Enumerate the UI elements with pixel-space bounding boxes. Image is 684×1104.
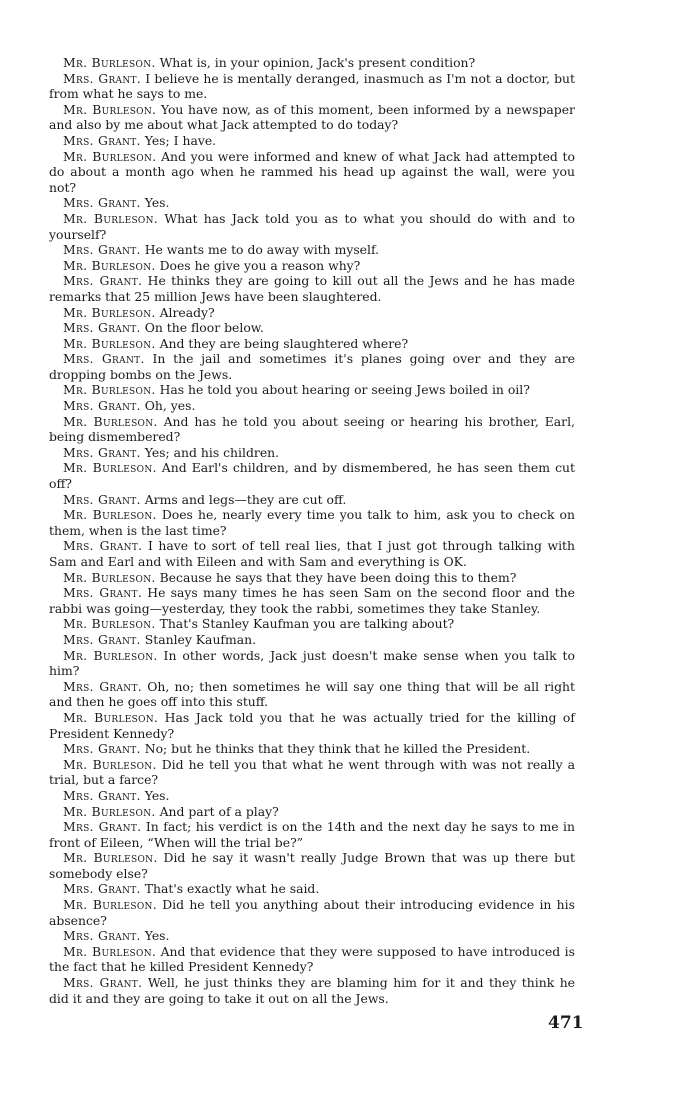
transcript-paragraph [49,507,575,538]
statement-text: Oh, yes. [140,398,196,414]
transcript-paragraph [49,850,575,881]
statement-text: Did he tell you anything about their introducing evidence in his absence? [49,897,575,928]
transcript-paragraph [49,944,575,975]
statement-text: In fact; his verdict is on the 14th and the next day he says to me in front of Eileen, “When will the trial be?” [49,819,575,850]
transcript-body [49,55,575,1006]
transcript-paragraph [49,320,575,336]
transcript-paragraph [49,149,575,196]
statement-text: In the jail and sometimes it's planes going over and they are dropping bombs on the Jews. [49,351,575,382]
transcript-paragraph [49,336,575,352]
transcript-paragraph [49,741,575,757]
transcript-paragraph [49,538,575,569]
speaker-label: Mrs. Grant. [63,242,141,258]
statement-text: I have to sort of tell real lies, that I just got through talking with Sam and Earl and with Eileen and with Sam and everything is OK. [49,538,575,569]
speaker-label: Mrs. Grant. [63,195,141,211]
statement-text: Yes; I have. [140,132,217,148]
speaker-label: Mr. Burleson. [63,943,157,959]
statement-text: And Earl's children, and by dismembered, he has seen them cut off? [49,460,575,492]
transcript-paragraph [49,819,575,850]
transcript-paragraph [49,102,575,133]
statement-text: He thinks they are going to kill out all the Jews and he has made remarks that 25 million Jews have been slaughtered. [49,273,575,304]
transcript-paragraph [49,133,575,149]
statement-text: Has he told you about hearing or seeing Jews boiled in oil? [155,382,530,398]
transcript-paragraph [49,273,575,304]
speaker-label: Mr. Burleson. [63,569,156,585]
transcript-paragraph [49,195,575,211]
transcript-paragraph [49,305,575,321]
statement-text: And has he told you about seeing or hearing his brother, Earl, being dismembered? [49,413,575,445]
speaker-label: Mr. Burleson. [63,897,157,913]
transcript-paragraph [49,460,575,491]
statement-text: He wants me to do away with myself. [140,242,380,258]
transcript-paragraph [49,897,575,928]
transcript-paragraph [49,928,575,944]
statement-text: Because he says that they have been doing this to them? [155,569,517,585]
speaker-label: Mr. Burleson. [63,335,156,351]
statement-text: Did he say it wasn't really Judge Brown that was up there but somebody else? [49,850,575,881]
transcript-paragraph [49,757,575,788]
statement-text: And part of a play? [155,803,279,819]
speaker-label: Mrs. Grant. [63,819,142,835]
speaker-label: Mr. Burleson. [63,257,156,273]
transcript-paragraph [49,881,575,897]
transcript-paragraph [49,382,575,398]
transcript-paragraph [49,71,575,102]
statement-text: Did he tell you that what he went through with was not really a trial, but a farce? [49,756,575,788]
statement-text: You have now, as of this moment, been informed by a newspaper and also by me about what Jack attempted to do today? [49,101,575,133]
transcript-paragraph [49,975,575,1006]
statement-text: That's exactly what he said. [140,881,320,897]
speaker-label: Mrs. Grant. [63,132,141,148]
speaker-label: Mrs. Grant. [63,881,141,897]
statement-text: What has Jack told you as to what you should do with and to yourself? [49,210,575,242]
transcript-paragraph [49,648,575,679]
page-number: 471 [548,1013,584,1033]
speaker-label: Mrs. Grant. [63,741,141,757]
speaker-label: Mrs. Grant. [63,928,141,944]
statement-text: Yes. [140,787,170,803]
speaker-label: Mrs. Grant. [63,631,141,647]
statement-text: He says many times he has seen Sam on the second floor and the rabbi was going—yesterday, they took the rabbi, sometimes they take Stanley. [49,585,575,616]
statement-text: That's Stanley Kaufman you are talking about? [155,616,455,632]
transcript-paragraph [49,804,575,820]
statement-text: I believe he is mentally deranged, inasmuch as I'm not a doctor, but from what he says to me. [49,70,575,102]
speaker-label: Mr. Burleson. [63,756,157,772]
statement-text: On the floor below. [140,320,264,336]
speaker-label: Mr. Burleson. [63,850,158,866]
transcript-paragraph [49,242,575,258]
speaker-label: Mrs. Grant. [63,70,142,86]
transcript-paragraph [49,258,575,274]
speaker-label: Mr. Burleson. [63,413,158,429]
statement-text: In other words, Jack just doesn't make sense when you talk to him? [49,647,575,679]
statement-text: What is, in your opinion, Jack's present condition? [155,55,476,70]
statement-text: Yes. [140,195,170,211]
speaker-label: Mr. Burleson. [63,55,156,70]
speaker-label: Mrs. Grant. [63,351,145,367]
transcript-paragraph [49,570,575,586]
speaker-label: Mr. Burleson. [63,616,156,632]
statement-text: And that evidence that they were supposed to have introduced is the fact that he killed President Kennedy? [49,943,575,975]
speaker-label: Mrs. Grant. [63,444,141,460]
transcript-paragraph [49,492,575,508]
statement-text: Does he, nearly every time you talk to him, ask you to check on them, when is the last time? [49,507,575,538]
transcript-paragraph [49,679,575,710]
statement-text: And they are being slaughtered where? [155,335,409,351]
transcript-paragraph [49,616,575,632]
speaker-label: Mrs. Grant. [63,787,141,803]
statement-text: Arms and legs—they are cut off. [140,491,347,507]
speaker-label: Mrs. Grant. [63,398,141,414]
speaker-label: Mr. Burleson. [63,148,157,164]
speaker-label: Mr. Burleson. [63,101,157,117]
transcript-paragraph [49,55,575,71]
speaker-label: Mrs. Grant. [63,678,143,694]
speaker-label: Mr. Burleson. [63,210,159,226]
statement-text: Yes. [140,928,170,944]
speaker-label: Mrs. Grant. [63,320,141,336]
statement-text: Already? [155,304,215,320]
transcript-paragraph [49,632,575,648]
speaker-label: Mrs. Grant. [63,975,143,991]
transcript-paragraph [49,351,575,382]
statement-text: Yes; and his children. [140,444,280,460]
transcript-paragraph [49,398,575,414]
speaker-label: Mrs. Grant. [63,538,143,554]
speaker-label: Mr. Burleson. [63,382,156,398]
speaker-label: Mr. Burleson. [63,709,159,725]
speaker-label: Mrs. Grant. [63,491,141,507]
statement-text: No; but he thinks that they think that he killed the President. [140,741,531,757]
speaker-label: Mrs. Grant. [63,585,143,601]
transcript-paragraph [49,445,575,461]
speaker-label: Mr. Burleson. [63,803,156,819]
transcript-paragraph [49,710,575,741]
speaker-label: Mrs. Grant. [63,273,143,289]
transcript-paragraph [49,585,575,616]
transcript-paragraph [49,788,575,804]
statement-text: Well, he just thinks they are blaming him for it and they think he did it and they are going to take it out on all the Jews. [49,975,576,1006]
transcript-paragraph [49,414,575,445]
speaker-label: Mr. Burleson. [63,647,158,663]
statement-text: Oh, no; then sometimes he will say one thing that will be all right and then he goes off into this stuff. [49,678,575,710]
statement-text: Does he give you a reason why? [155,257,361,273]
transcript-paragraph [49,211,575,242]
statement-text: Has Jack told you that he was actually tried for the killing of President Kennedy? [49,709,575,741]
speaker-label: Mr. Burleson. [63,460,157,476]
speaker-label: Mr. Burleson. [63,507,157,523]
statement-text: And you were informed and knew of what Jack had attempted to do about a month ago when he rammed his head up against the wall, were you not? [49,148,575,195]
speaker-label: Mr. Burleson. [63,304,156,320]
statement-text: Stanley Kaufman. [140,631,257,647]
